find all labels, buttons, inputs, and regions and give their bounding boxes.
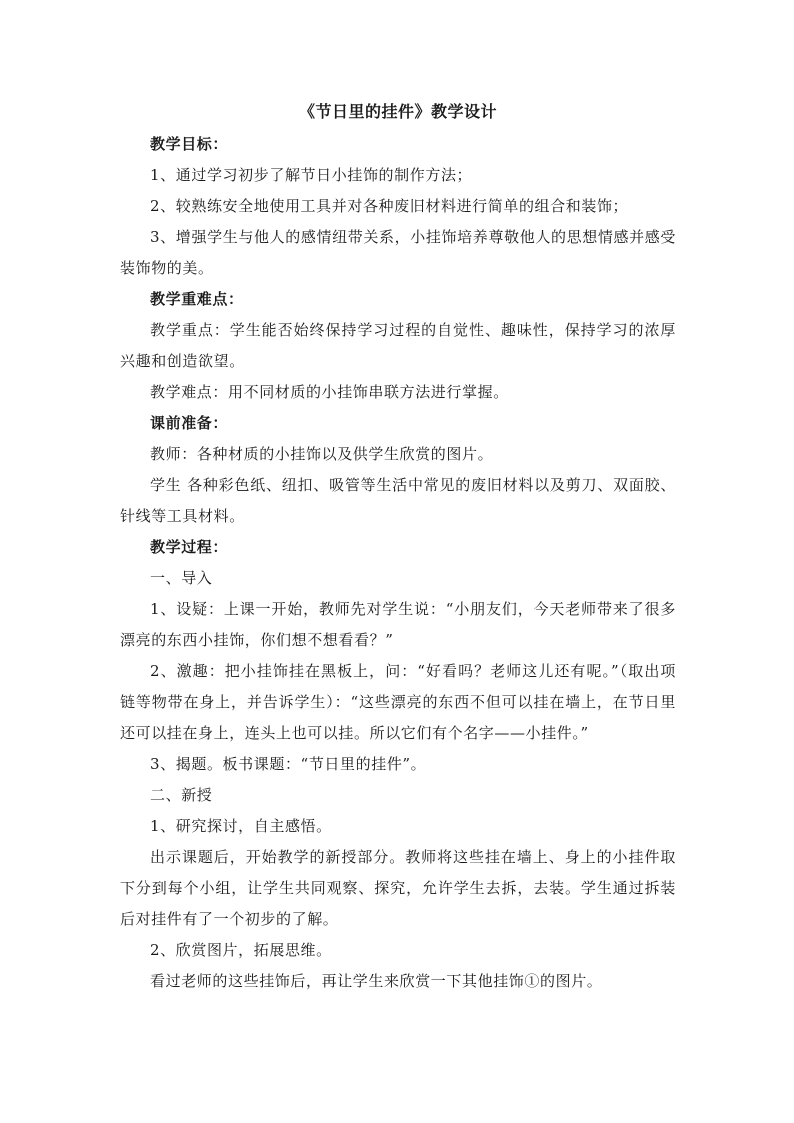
paragraph-goal-3: 3、增强学生与他人的感情纽带关系，小挂饰培养尊敬他人的思想情感并感受装饰物的美。 (120, 228, 676, 277)
document-body (120, 98, 676, 997)
paragraph-difficult-point: 教学难点：用不同材质的小挂饰串联方法进行掌握。 (150, 383, 509, 401)
paragraph-new-1-detail: 出示课题后，开始教学的新授部分。教师将这些挂在墙上、身上的小挂件取下分到每个小组，让学生共同观察、探究，允许学生去拆，去装。学生通过拆装后对挂件有了一个初步的了解。 (120, 848, 676, 928)
paragraph-teacher-prep: 教师：各种材质的小挂饰以及供学生欣赏的图片。 (150, 445, 494, 463)
paragraph-student-prep: 学生 各种彩色纸、纽扣、吸管等生活中常见的废旧材料以及剪刀、双面胶、针线等工具材料。 (120, 476, 676, 525)
paragraph-section-intro: 一、导入 (150, 569, 213, 587)
paragraph-new-2-detail: 看过老师的这些挂饰后，再让学生来欣赏一下其他挂饰①的图片。 (150, 972, 603, 990)
document-title: 《节日里的挂件》教学设计 (298, 102, 497, 121)
paragraph-goal-1: 1、通过学习初步了解节日小挂饰的制作方法； (150, 166, 473, 184)
paragraph-key-point: 教学重点：学生能否始终保持学习过程的自觉性、趣味性，保持学习的浓厚兴趣和创造欲望。 (120, 321, 676, 370)
paragraph-intro-2: 2、激趣：把小挂饰挂在黑板上，问：“好看吗？老师这儿还有呢。”（取出项链等物带在身上，并告诉学生）：“这些漂亮的东西不但可以挂在墙上，在节日里还可以挂在身上，连头上也可以挂。所以它们有个名字——小挂件。” (120, 662, 676, 742)
heading-teaching-goals: 教学目标： (150, 135, 229, 153)
paragraph-goal-2: 2、较熟练安全地使用工具并对各种废旧材料进行简单的组合和装饰； (150, 197, 629, 215)
heading-key-points: 教学重难点： (150, 290, 244, 308)
paragraph-intro-1: 1、设疑：上课一开始，教师先对学生说：“小朋友们，今天老师带来了很多漂亮的东西小挂饰，你们想不想看看？” (120, 600, 676, 649)
paragraph-new-2: 2、欣赏图片，拓展思维。 (150, 941, 332, 959)
paragraph-new-1: 1、研究探讨，自主感悟。 (150, 817, 332, 835)
paragraph-intro-3: 3、揭题。板书课题：“节日里的挂件”。 (150, 755, 427, 773)
heading-preparation: 课前准备： (150, 414, 229, 432)
paragraph-section-new: 二、新授 (150, 786, 213, 804)
heading-teaching-process: 教学过程： (150, 538, 229, 556)
